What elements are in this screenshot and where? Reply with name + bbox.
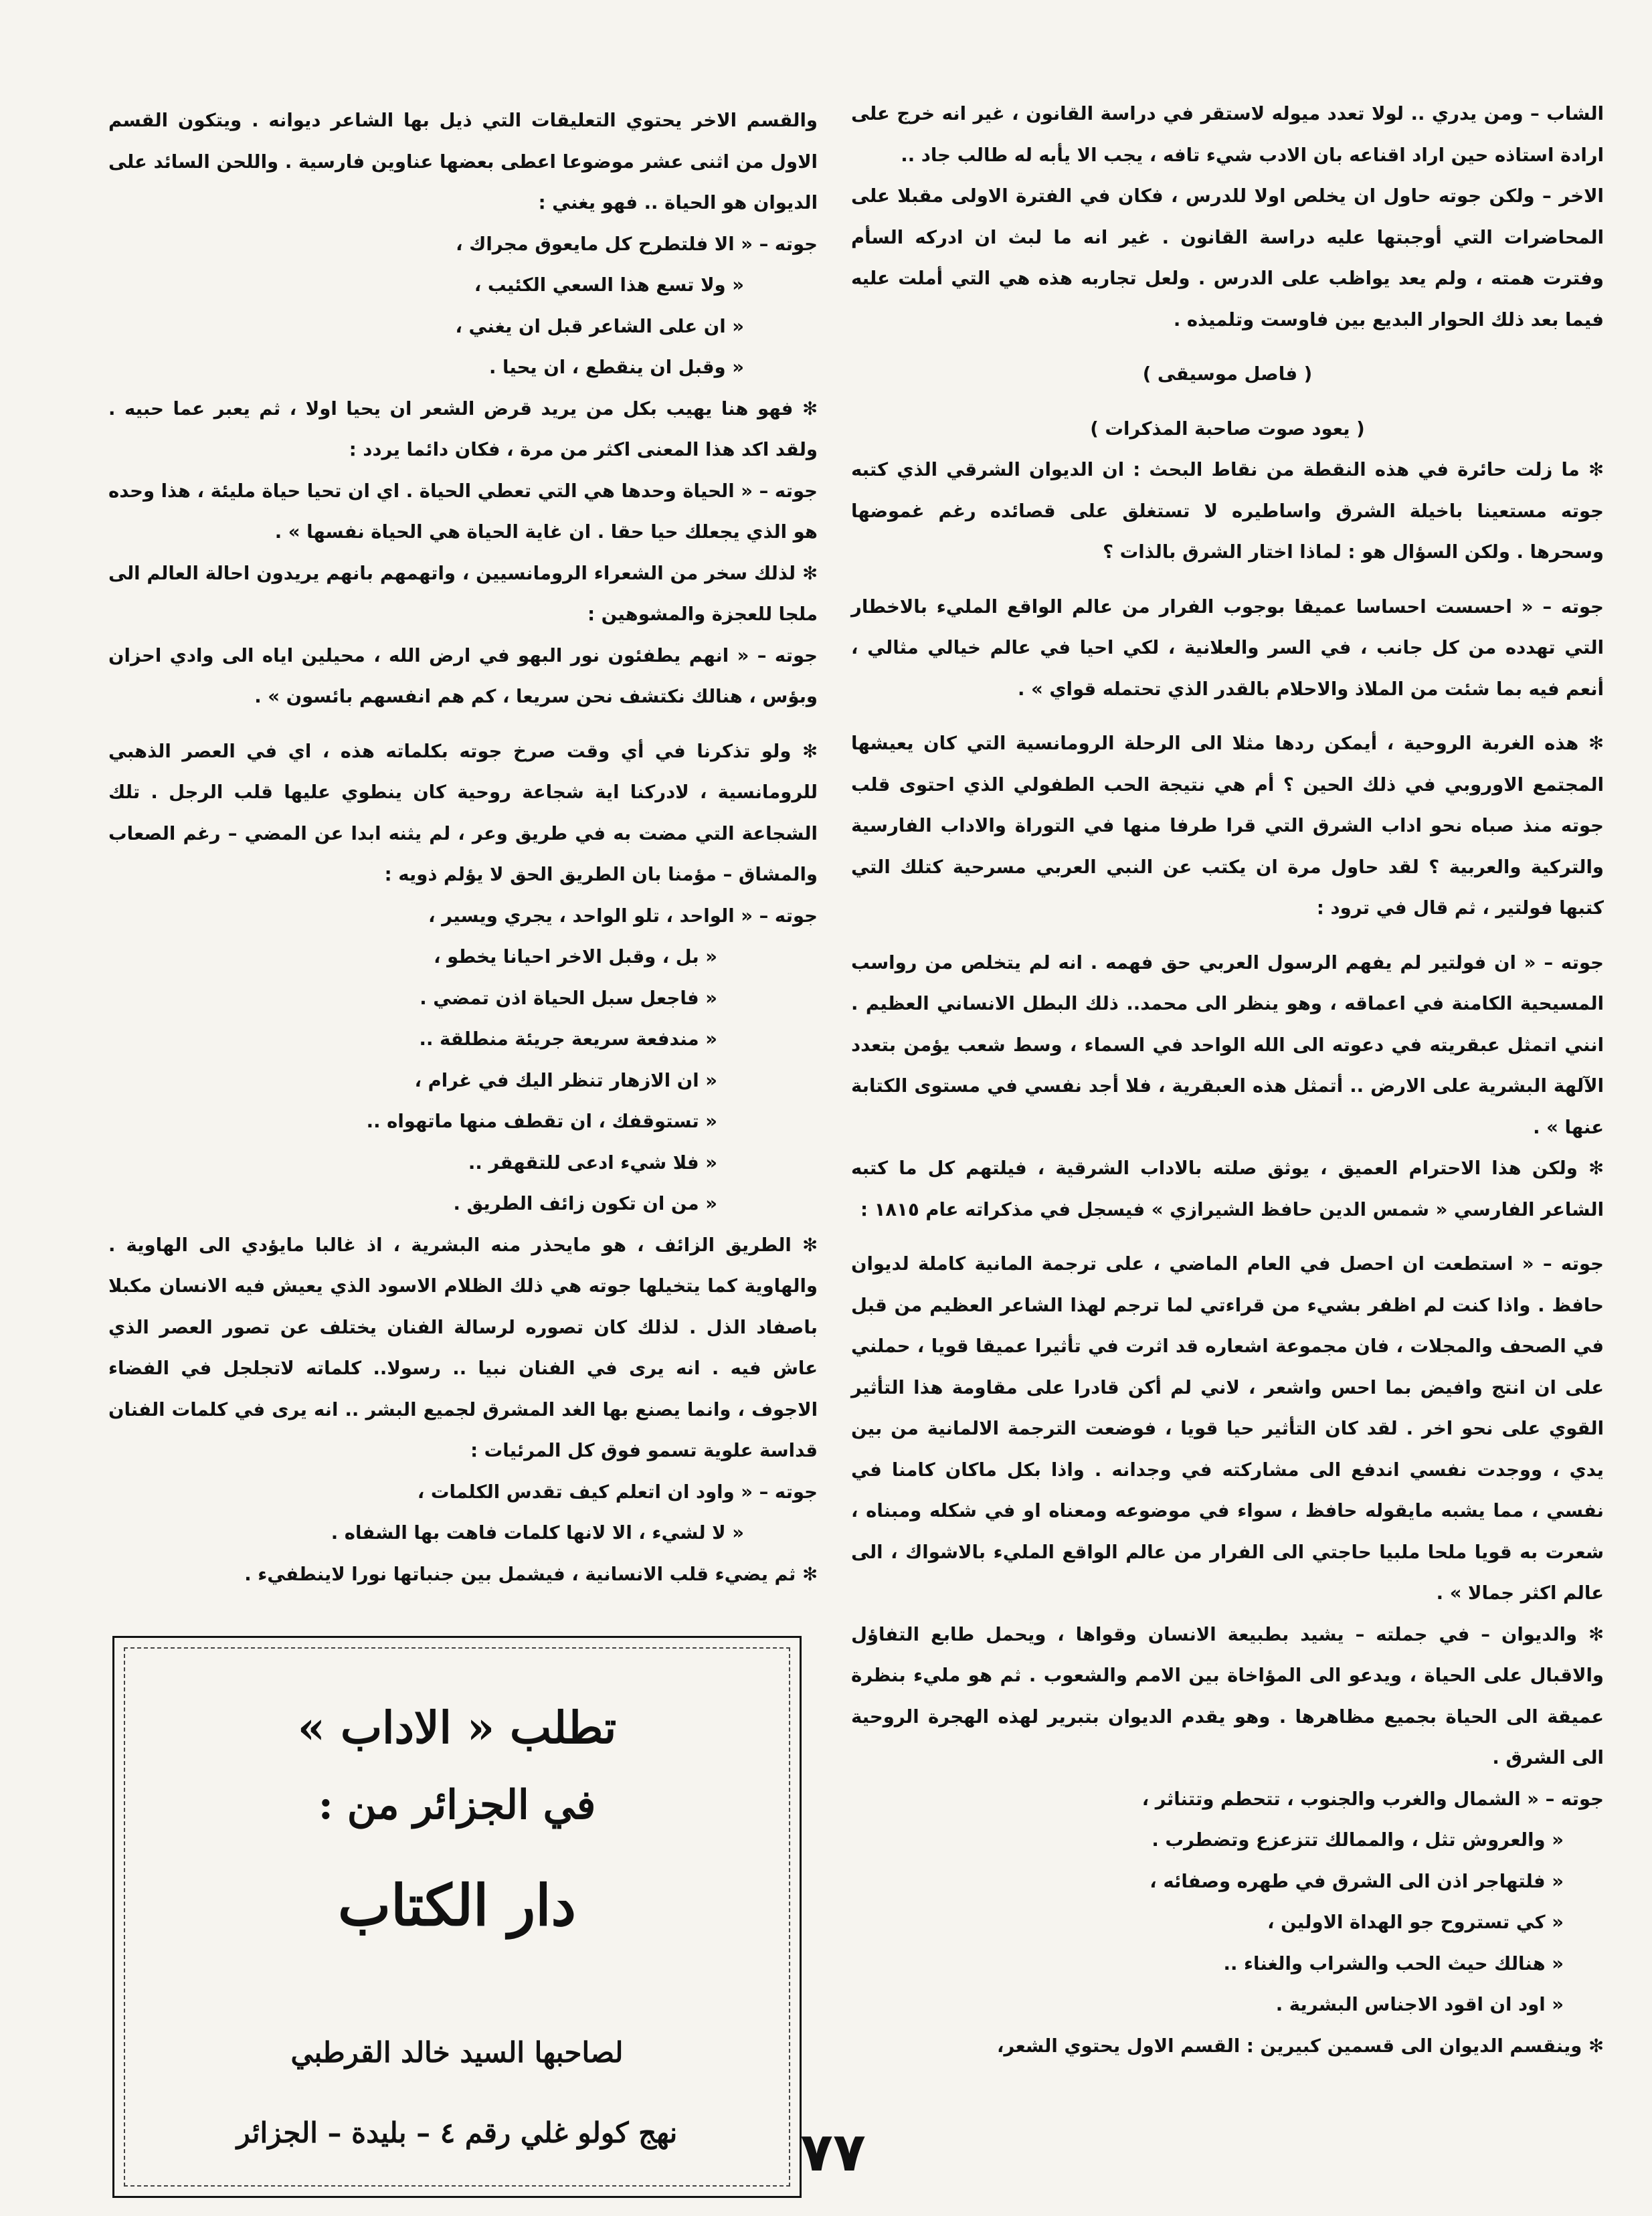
section-heading: ( يعود صوت صاحبة المذكرات )	[1090, 418, 1365, 440]
paragraph: ✻ هذه الغربة الروحية ، أيمكن ردها مثلا الى الرحلة الرومانسية التي كان يعيشها المجتمع الاوروبي في ذلك الحين ؟ أم هي نتيجة الحب الطفولي الذي احتوى قلب جوته منذ صباه نحو اداب الشرق التي قرا طرفا منها في التوراة والاداب الفارسية والتركية والعربية ؟ لقد حاول مرة ان يكتب عن النبي العربي مسرحية كتلك التي كتبها فولتير ، ثم قال في ترود :	[851, 733, 1604, 919]
ad-publisher-name: دار الكتاب	[338, 1872, 576, 1938]
verse-line: « ان على الشاعر قبل ان يغني ،	[455, 315, 744, 337]
paragraph: الاخر – ولكن جوته حاول ان يخلص اولا للدرس ، فكان في الفترة الاولى مقبلا على المحاضرات التي أوجبتها عليه دراسة القانون . غير انه ما لبث ان ادركه السأم وفترت همته ، ولم يعد يواظب على الدرس . ولعل تجاربه هذه هي التي أملت عليه فيما بعد ذلك الحوار البديع بين فاوست وتلميذه .	[851, 185, 1604, 331]
paragraph: ✻ لذلك سخر من الشعراء الرومانسيين ، واتهمهم بانهم يريدون احالة العالم الى ملجا للعجزة والمشوهين :	[108, 562, 818, 625]
verse-line: جوته – « الشمال والغرب والجنوب ، تتحطم وتتناثر ،	[1141, 1788, 1604, 1810]
verse-line: « فلا شيء ادعى للتقهقر ..	[468, 1151, 717, 1174]
paragraph: جوته – « انهم يطفئون نور البهو في ارض الله ، محيلين اياه الى وادي احزان وبؤس ، هنالك نكتشف نحن سريعا ، كم هم انفسهم بائسون » .	[108, 644, 818, 707]
page-number: ٧٧	[800, 2121, 866, 2183]
ad-title: تطلب « الاداب »	[297, 1701, 617, 1754]
paragraph: ✻ ثم يضيء قلب الانسانية ، فيشمل بين جنباتها نورا لاينطفيء .	[244, 1563, 818, 1585]
advertisement-box	[112, 1636, 802, 2198]
verse-line: جوته – « الا فلتطرح كل مايعوق مجراك ،	[456, 233, 818, 255]
ad-subtitle: في الجزائر من :	[318, 1782, 596, 1829]
paragraph: ✻ ولكن هذا الاحترام العميق ، يوثق صلته بالاداب الشرقية ، فيلتهم كل ما كتبه الشاعر الفارسي « شمس الدين حافظ الشيرازي » فيسجل في مذكراته عام ١٨١٥ :	[851, 1158, 1604, 1220]
verse-line: « فاجعل سبل الحياة اذن تمضي .	[420, 987, 717, 1009]
paragraph: الشاب – ومن يدري .. لولا تعدد ميوله لاستقر في دراسة القانون ، غير انه خرج على ارادة استاذه حين اراد اقناعه بان الادب شيء تافه ، يجب الا يأبه له طالب جاد ..	[851, 103, 1604, 166]
paragraph: جوته – « ان فولتير لم يفهم الرسول العربي حق فهمه . انه لم يتخلص من رواسب المسيحية الكامنة في اعماقه ، وهو ينظر الى محمد.. ذلك البطل الانساني العظيم . انني اتمثل عبقريته في دعوته الى الله الواحد في السماء ، وسط شعب يؤمن بتعدد الآلهة البشرية على الارض .. أتمثل هذه العبقرية ، فلا أجد نفسي في مستوى الكتابة عنها » .	[851, 951, 1604, 1138]
verse-line: « بل ، وقبل الاخر احيانا يخطو ،	[434, 946, 717, 967]
paragraph: ✻ فهو هنا يهيب بكل من يريد قرض الشعر ان يحيا اولا ، ثم يعبر عما حبيه . ولقد اكد هذا المعنى اكثر من مرة ، فكان دائما يردد :	[108, 397, 818, 460]
ad-owner: لصاحبها السيد خالد القرطبي	[290, 2036, 624, 2069]
verse-line: « كي تستروح جو الهداة الاولين ،	[1267, 1912, 1564, 1933]
paragraph: جوته – « الحياة وحدها هي التي تعطي الحياة . اي ان تحيا حياة مليئة ، هذا وحده هو الذي يجعلك حيا حقا . ان غاية الحياة هي الحياة نفسها » .	[108, 480, 818, 543]
paragraph: جوته – « احسست احساسا عميقا بوجوب الفرار من عالم الواقع المليء بالاخطار التي تهدده من كل جانب ، في السر والعلانية ، لكي احيا في عالم خيالي مثالي ، أنعم فيه بما شئت من الملاذ والاحلام بالقدر الذي تحتمله قواي » .	[851, 595, 1604, 700]
verse-line: « والعروش تثل ، والممالك تتزعزع وتضطرب .	[1152, 1829, 1564, 1851]
verse-line: « هنالك حيث الحب والشراب والغناء ..	[1223, 1952, 1564, 1974]
paragraph: جوته – « استطعت ان احصل في العام الماضي ، على ترجمة المانية كاملة لديوان حافظ . واذا كنت لم اظفر بشيء من قراءتي لما ترجم لهذا الشاعر العظيم من قبل في الصحف والمجلات ، فان مجموعة اشعاره قد اثرت في تأثيرا عميقا قويا ، حملني على ان انتج وافيض بما احس واشعر ، لاني لم أكن قادرا على مقاومة هذا التأثير القوي على نحو اخر . لقد كان التأثير حيا قويا ، فوضعت الترجمة الالمانية من بين يدي ، ووجدت نفسي اندفع الى مشاركته في وجدانه . واذا بكل ماكان كامنا في نفسي ، مما يشبه مايقوله حافظ ، سواء في موضوعه ومعناه او في شكله ومبناه ، شعرت به قويا ملحا ملبيا حاجتي الى الفرار من عالم الواقع المليء بالاشواك ، الى عالم اكثر جمالا » .	[851, 1253, 1604, 1604]
verse-line: « فلتهاجر اذن الى الشرق في طهره وصفائه ،	[1150, 1870, 1564, 1892]
paragraph: ✻ ولو تذكرنا في أي وقت صرخ جوته بكلماته هذه ، اي في العصر الذهبي للرومانسية ، لادركنا اية شجاعة روحية كان ينطوي عليها قلب الرجل . تلك الشجاعة التي مضت به في طريق وعر ، لم يثنه ابدا عن المضي – رغم الصعاب والمشاق – مؤمنا بان الطريق الحق لا يؤلم ذويه :	[108, 740, 818, 885]
verse-line: « مندفعة سريعة جريئة منطلقة ..	[419, 1028, 717, 1050]
paragraph: والقسم الاخر يحتوي التعليقات التي ذيل بها الشاعر ديوانه . ويتكون القسم الاول من اثنى عشر موضوعا اعطى بعضها عناوين فارسية . واللحن السائد على الديوان هو الحياة .. فهو يغني :	[108, 110, 818, 213]
section-heading: ( فاصل موسيقى )	[1142, 363, 1313, 385]
verse-line: « ولا تسع هذا السعي الكئيب ،	[474, 274, 744, 296]
verse-line: « ان الازهار تنظر اليك في غرام ،	[414, 1069, 717, 1091]
left-column	[108, 100, 818, 1595]
verse-line: « اود ان اقود الاجناس البشرية .	[1275, 1994, 1564, 2015]
verse-line: جوته – « الواحد ، تلو الواحد ، يجري ويسير ،	[428, 905, 818, 927]
verse-line: « وقبل ان ينقطع ، ان يحيا .	[489, 357, 744, 378]
right-column	[851, 94, 1604, 2067]
paragraph: ✻ والديوان – في جملته – يشيد بطبيعة الانسان وقواها ، ويحمل طابع التفاؤل والاقبال على الحياة ، ويدعو الى المؤاخاة بين الامم والشعوب . ثم هو مليء بنظرة عميقة الى الحياة بجميع مظاهرها . وهو يقدم الديوان بتبرير لهذه الهجرة الروحية الى الشرق .	[851, 1623, 1604, 1768]
verse-line: « تستوقفك ، ان تقطف منها ماتهواه ..	[366, 1111, 717, 1132]
verse-line: جوته – « واود ان اتعلم كيف تقدس الكلمات ،	[417, 1481, 818, 1503]
paragraph: ✻ ما زلت حائرة في هذه النقطة من نقاط البحث : ان الديوان الشرقي الذي كتبه جوته مستعينا باخيلة الشرق واساطيره لا تستغلق على قصائده رغم غموضها وسحرها . ولكن السؤال هو : لماذا اختار الشرق بالذات ؟	[851, 459, 1604, 563]
paragraph: ✻ الطريق الزائف ، هو مايحذر منه البشرية ، اذ غالبا مايؤدي الى الهاوية . والهاوية كما يتخيلها جوته هي ذلك الظلام الاسود الذي يعيش فيه الانسان مكبلا باصفاد الذل . لذلك كان تصوره لرسالة الفنان يختلف عن تصور العصر الذي عاش فيه . انه يرى في الفنان نبيا .. رسولا.. كلماته لاتجلجل في الفضاء الاجوف ، وانما يصنع بها الغد المشرق لجميع البشر .. انه يرى في كلمات الفنان قداسة علوية تسمو فوق كل المرئيات :	[108, 1234, 818, 1461]
verse-line: « من ان تكون زائف الطريق .	[453, 1193, 717, 1214]
ad-address: نهج كولو غلي رقم ٤ – بليدة – الجزائر	[236, 2116, 678, 2149]
paragraph: ✻ وينقسم الديوان الى قسمين كبيرين : القسم الاول يحتوي الشعر،	[996, 2035, 1604, 2057]
verse-line: « لا لشيء ، الا لانها كلمات فاهت بها الشفاه .	[331, 1522, 744, 1544]
